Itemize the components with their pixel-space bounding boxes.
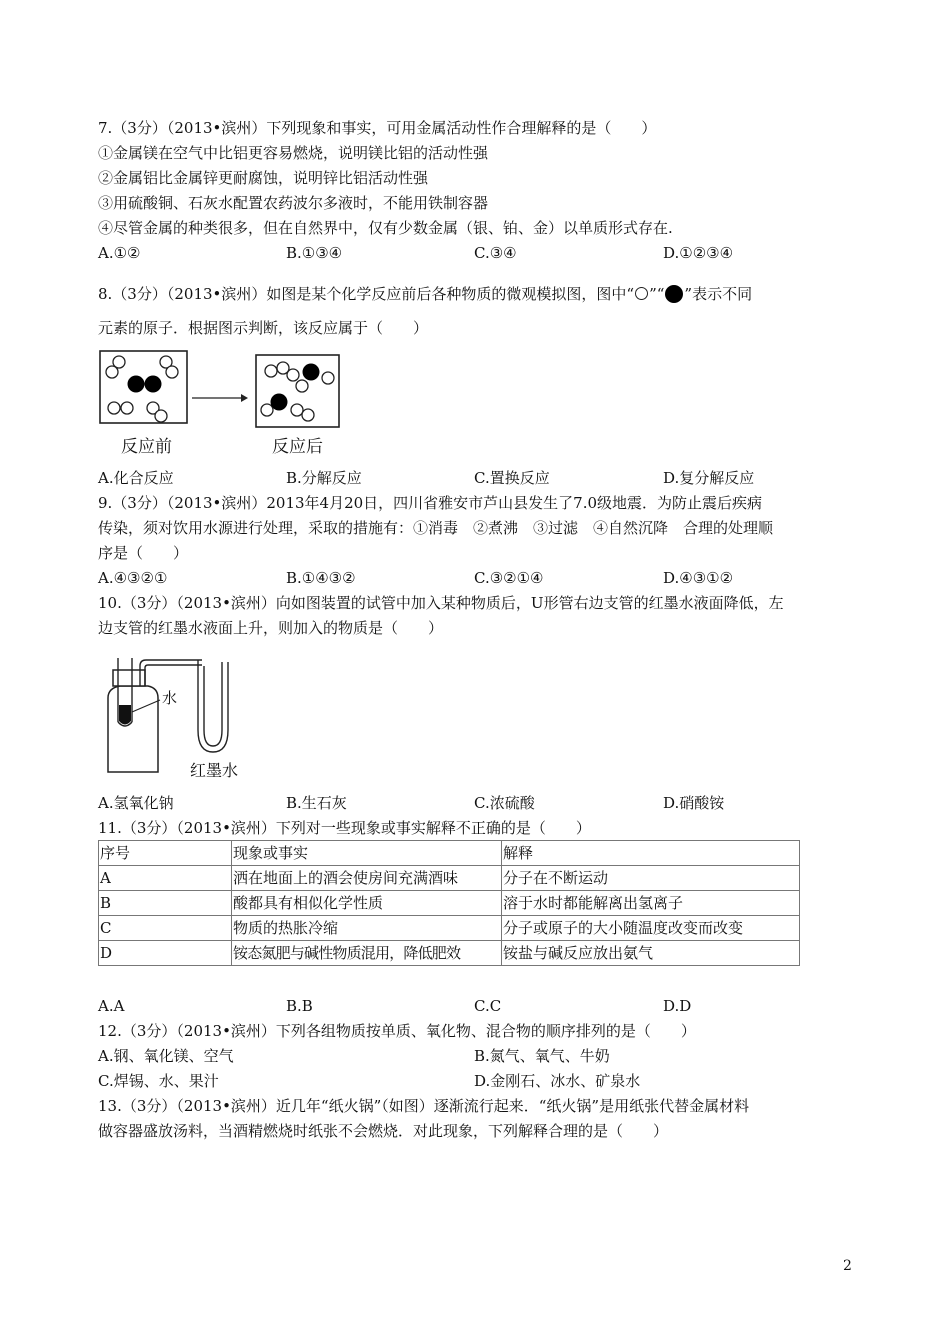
q11-option-c: C.C: [474, 997, 502, 1015]
q10-option-a: A.氢氧化钠: [98, 794, 174, 812]
q8-stem-part-b: ”“: [649, 285, 665, 303]
q8-option-d: D.复分解反应: [663, 469, 755, 487]
fig-label-water: 水: [162, 689, 178, 707]
q9-option-c: C.③②①④: [474, 569, 544, 587]
q12-option-d: D.金刚石、冰水、矿泉水: [474, 1072, 641, 1090]
fig-label-after: 反应后: [272, 437, 323, 457]
q13-line-2: 做容器盛放汤料，当酒精燃烧时纸张不会燃烧．对此现象，下列解释合理的是（ ）: [98, 1122, 669, 1140]
fig-label-red-ink: 红墨水: [190, 761, 239, 780]
q9-line-2: 传染，须对饮用水源进行处理，采取的措施有：①消毒 ②煮沸 ③过滤 ④自然沉降 合理的处理顺: [98, 519, 774, 537]
table-cell: 溶于水时都能解离出氢离子: [502, 891, 800, 916]
table-cell: 铵盐与碱反应放出氨气: [502, 941, 800, 966]
u-tube-outer: [198, 660, 228, 752]
q9-option-b: B.①④③②: [286, 569, 356, 587]
q12-option-b: B.氮气、氧气、牛奶: [474, 1047, 610, 1065]
table-cell: A: [99, 866, 232, 891]
before-dark-atoms: [128, 376, 162, 393]
q11-option-a: A.A: [98, 997, 125, 1015]
table-row: [99, 941, 800, 966]
q10-option-d: D.硝酸铵: [663, 794, 725, 812]
q9-line-1: 9.（3分）（2013•滨州）2013年4月20日，四川省雅安市芦山县发生了7.0级地震．为防止震后疾病: [98, 494, 763, 512]
table-cell: C: [99, 916, 232, 941]
q7-option-a: A.①②: [98, 244, 141, 262]
table-cell: 分子在不断运动: [502, 866, 800, 891]
q10-line-1: 10.（3分）（2013•滨州）向如图装置的试管中加入某种物质后，U形管右边支管的红墨水液面降低，左: [98, 594, 784, 612]
q7-item-3: ③用硫酸铜、石灰水配置农药波尔多液时，不能用铁制容器: [98, 194, 489, 212]
table-header-cell: 解释: [502, 841, 800, 866]
table-row: [99, 916, 800, 941]
table-cell: 物质的热胀冷缩: [232, 916, 502, 941]
q13-line-1: 13.（3分）（2013•滨州）近几年“纸火锅”（如图）逐渐流行起来．“纸火锅”是用纸张代替金属材料: [98, 1097, 750, 1115]
q8-stem-line2: 元素的原子．根据图示判断，该反应属于（ ）: [98, 319, 429, 337]
q7-option-c: C.③④: [474, 244, 517, 262]
page-number: 2: [843, 1258, 852, 1274]
q10-option-c: C.浓硫酸: [474, 794, 535, 812]
table-cell: 酸都具有相似化学性质: [232, 891, 502, 916]
q9-option-a: A.④③②①: [98, 569, 168, 587]
q7-option-d: D.①②③④: [663, 244, 734, 262]
table-header-cell: 序号: [99, 841, 232, 866]
water-in-tube: [119, 705, 131, 725]
q12-stem: 12.（3分）（2013•滨州）下列各组物质按单质、氧化物、混合物的顺序排列的是（ ）: [98, 1022, 696, 1040]
q11-option-b: B.B: [286, 997, 313, 1015]
q11-option-d: D.D: [663, 997, 692, 1015]
table-header-row: [99, 841, 800, 866]
q7-item-4: ④尽管金属的种类很多，但在自然界中，仅有少数金属（银、铂、金）以单质形式存在.: [98, 219, 673, 237]
q8-stem-part-a: 8.（3分）（2013•滨州）如图是某个化学反应前后各种物质的微观模拟图，图中“: [98, 285, 635, 303]
q7-option-b: B.①③④: [286, 244, 343, 262]
open-circle-icon: [635, 287, 648, 300]
connecting-tube: [140, 660, 202, 686]
q8-stem-part-c: ”表示不同: [684, 285, 753, 303]
q9-line-3: 序是（ ）: [98, 544, 189, 562]
table-header-cell: 现象或事实: [232, 841, 502, 866]
q8-option-a: A.化合反应: [98, 469, 174, 487]
table-cell: D: [99, 941, 232, 966]
fig-label-before: 反应前: [121, 437, 172, 457]
q11-table: [98, 840, 800, 966]
water-pointer: [132, 700, 160, 712]
q8-option-c: C.置换反应: [474, 469, 550, 487]
u-tube-inner: [204, 662, 222, 746]
q7-item-1: ①金属镁在空气中比铝更容易燃烧，说明镁比铝的活动性强: [98, 144, 489, 162]
q12-option-a: A.钢、氧化镁、空气: [98, 1047, 234, 1065]
q10-line-2: 边支管的红墨水液面上升，则加入的物质是（ ）: [98, 619, 444, 637]
q7-stem: 7.（3分）（2013•滨州）下列现象和事实，可用金属活动性作合理解释的是（ ）: [98, 119, 657, 137]
q12-option-c: C.焊锡、水、果汁: [98, 1072, 219, 1090]
table-cell: 铵态氮肥与碱性物质混用，降低肥效: [232, 941, 502, 966]
q7-item-2: ②金属铝比金属锌更耐腐蚀，说明锌比铝活动性强: [98, 169, 429, 187]
q8-stem: [98, 284, 752, 304]
table-cell: B: [99, 891, 232, 916]
table-row: [99, 891, 800, 916]
table-cell: 分子或原子的大小随温度改变而改变: [502, 916, 800, 941]
q10-option-b: B.生石灰: [286, 794, 347, 812]
filled-circle-icon: [665, 285, 683, 303]
q8-option-b: B.分解反应: [286, 469, 362, 487]
q11-stem: 11.（3分）（2013•滨州）下列对一些现象或事实解释不正确的是（ ）: [98, 819, 591, 837]
table-cell: 洒在地面上的酒会使房间充满酒味: [232, 866, 502, 891]
after-molecules: [261, 362, 334, 421]
table-row: [99, 866, 800, 891]
wide-bottle: [108, 686, 158, 772]
q9-option-d: D.④③①②: [663, 569, 734, 587]
